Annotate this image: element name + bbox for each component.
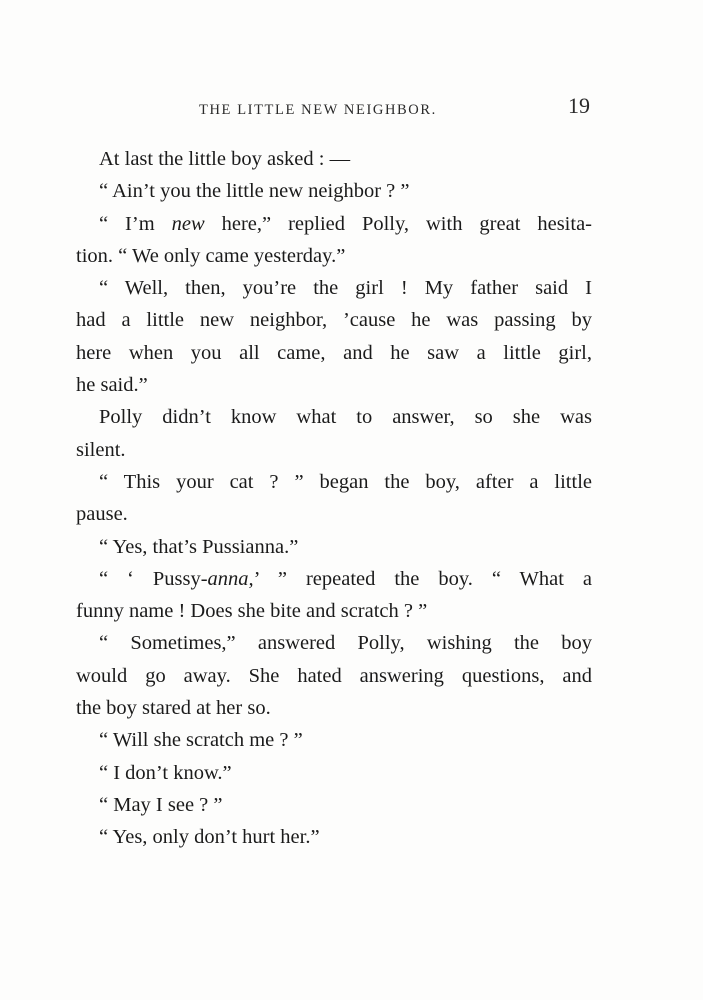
paragraph [76,627,592,724]
body-text [76,143,592,854]
text-line: At last the little boy asked : — [99,148,351,170]
text-line: funny name ! Does she bite and scratch ? ” [76,600,428,623]
text-line: “ Yes, that’s Pussianna.” [99,535,299,558]
text-line: “ Will she scratch me ? ” [99,729,303,752]
text-line: tion. “ We only came yesterday.” [76,244,346,267]
emphasized-word: new [171,212,205,235]
paragraph [76,563,592,628]
text-line: the boy stared at her so. [76,697,271,720]
paragraph [76,821,592,853]
text-line: “ Yes, only don’t hurt her.” [99,826,320,849]
text-line: had a little new neighbor, ’cause he was passing by [76,309,592,332]
text-line: “ ‘ Pussy-anna,’ ” repeated the boy. “ What a [99,567,592,590]
text-line: “ I don’t know.” [99,761,232,784]
text-line: “ Sometimes,” answered Polly, wishing the boy [99,632,592,655]
text-line: “ Ain’t you the little new neighbor ? ” [99,180,410,203]
text-line: “ Well, then, you’re the girl ! My father said I [99,277,592,300]
text-line: “ May I see ? ” [99,793,223,816]
paragraph [76,789,592,821]
paragraph [76,175,592,207]
paragraph [76,466,592,531]
running-title: THE LITTLE NEW NEIGHBOR. [199,102,437,118]
paragraph [76,143,592,175]
text-line: he said.” [76,374,148,397]
text-line: would go away. She hated answering questions, and [76,664,592,687]
text-line: “ I’m new here,” replied Polly, with great hesita- [99,212,592,235]
page-number: 19 [568,93,590,118]
text-line: Polly didn’t know what to answer, so she was [99,406,592,429]
paragraph [76,208,592,273]
paragraph [76,757,592,789]
paragraph [76,272,592,401]
emphasized-word: anna, [207,567,254,590]
text-line: here when you all came, and he saw a little girl, [76,341,592,364]
paragraph [76,401,592,466]
text-line: silent. [76,438,126,461]
text-line: “ This your cat ? ” began the boy, after a little [99,470,592,493]
text-line: pause. [76,503,128,526]
paragraph [76,531,592,563]
paragraph [76,724,592,756]
